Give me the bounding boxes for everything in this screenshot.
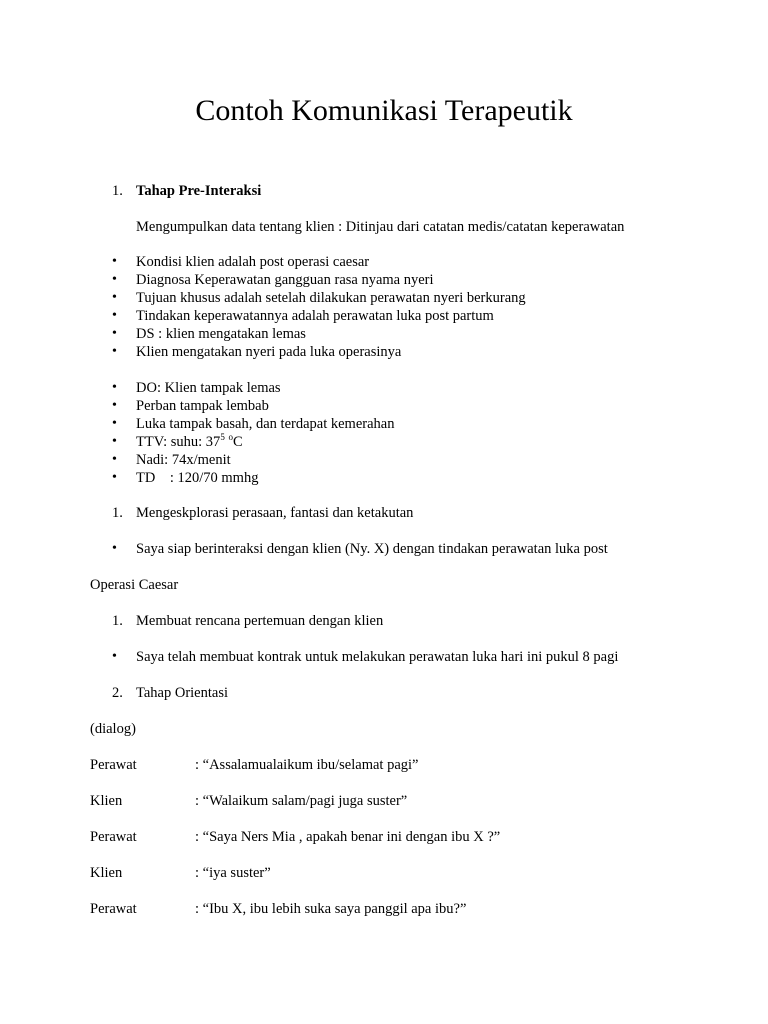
list-item [0,398,768,416]
dialog-text: : “Ibu X, ibu lebih suka saya panggil apa ibu?” [195,901,467,917]
operasi-text: Operasi Caesar [90,577,179,593]
bullet-glyph: • [112,308,117,323]
bullet-glyph: • [112,344,117,359]
list-item [0,452,768,470]
dialog-row [0,829,768,847]
list-item [0,344,768,362]
list-item-text: Saya telah membuat kontrak untuk melakukan perawatan luka hari ini pukul 8 pagi [136,649,619,665]
list-item [0,380,768,398]
list-item-text: Tujuan khusus adalah setelah dilakukan perawatan nyeri berkurang [136,290,526,306]
bullet-glyph: • [112,452,117,467]
dialog-text: : “Assalamualaikum ibu/selamat pagi” [195,757,419,773]
bullet-glyph: • [112,380,117,395]
stage-1-heading [0,183,768,201]
list-item-text: Saya siap berinteraksi dengan klien (Ny. X) dengan tindakan perawatan luka post [136,541,608,557]
ttv-prefix: TTV: suhu: 37 [136,434,221,450]
list-item-text [136,434,243,451]
numbered-item [0,613,768,631]
list-number: 1. [112,183,123,199]
dialog-speaker: Perawat [90,757,137,773]
dialog-text: : “Saya Ners Mia , apakah benar ini dengan ibu X ?” [195,829,501,845]
bullet-glyph: • [112,398,117,413]
list-item-text: Klien mengatakan nyeri pada luka operasinya [136,344,402,360]
list-item [0,649,768,667]
list-item-text: Kondisi klien adalah post operasi caesar [136,254,370,270]
bullet-glyph: • [112,434,117,449]
list-item-text: Membuat rencana pertemuan dengan klien [136,613,384,629]
dialog-row [0,901,768,919]
numbered-item [0,505,768,523]
stage-label: Tahap Pre-Interaksi [136,183,262,199]
dialog-row [0,757,768,775]
dialog-text: : “iya suster” [195,865,271,881]
bullet-glyph: • [112,290,117,305]
dialog-label: (dialog) [90,721,136,737]
ttv-unit: C [232,434,243,450]
dialog-speaker: Klien [90,865,123,881]
bullet-glyph: • [112,416,117,431]
dialog-row [0,793,768,811]
bullet-glyph: • [112,470,117,485]
list-item [0,541,768,559]
list-item-text: TD : 120/70 mmhg [136,470,259,486]
bullet-glyph: • [112,272,117,287]
list-item-text: DO: Klien tampak lemas [136,380,281,396]
list-number: 1. [112,613,123,629]
bullet-glyph: • [112,649,117,664]
bullet-glyph: • [112,254,117,269]
dialog-speaker: Perawat [90,901,137,917]
list-item-text: DS : klien mengatakan lemas [136,326,306,342]
list-item [0,254,768,272]
list-number: 1. [112,505,123,521]
list-item-ttv [0,434,768,452]
list-item [0,308,768,326]
list-item [0,326,768,344]
list-item-text: Mengeskplorasi perasaan, fantasi dan ketakutan [136,505,414,521]
list-item [0,416,768,434]
dialog-text: : “Walaikum salam/pagi juga suster” [195,793,408,809]
stage-label: Tahap Orientasi [136,685,228,701]
bullet-glyph: • [112,326,117,341]
bullet-glyph: • [112,541,117,556]
list-item [0,470,768,488]
page-title: Contoh Komunikasi Terapeutik [195,94,573,127]
list-item-text: Nadi: 74x/menit [136,452,231,468]
ttv-sup-decimal: 5 [220,432,225,443]
dialog-speaker: Klien [90,793,123,809]
list-item [0,272,768,290]
list-item-text: Tindakan keperawatannya adalah perawatan luka post partum [136,308,494,324]
list-item [0,290,768,308]
list-item-text: Perban tampak lembab [136,398,269,414]
list-item-text: Diagnosa Keperawatan gangguan rasa nyama nyeri [136,272,434,288]
dialog-speaker: Perawat [90,829,137,845]
intro-text: Mengumpulkan data tentang klien : Ditinjau dari catatan medis/catatan keperawatan [136,219,625,235]
stage-2-heading [0,685,768,703]
dialog-row [0,865,768,883]
list-item-text: Luka tampak basah, dan terdapat kemerahan [136,416,395,432]
ttv-degree: o [228,432,233,443]
list-number: 2. [112,685,123,701]
